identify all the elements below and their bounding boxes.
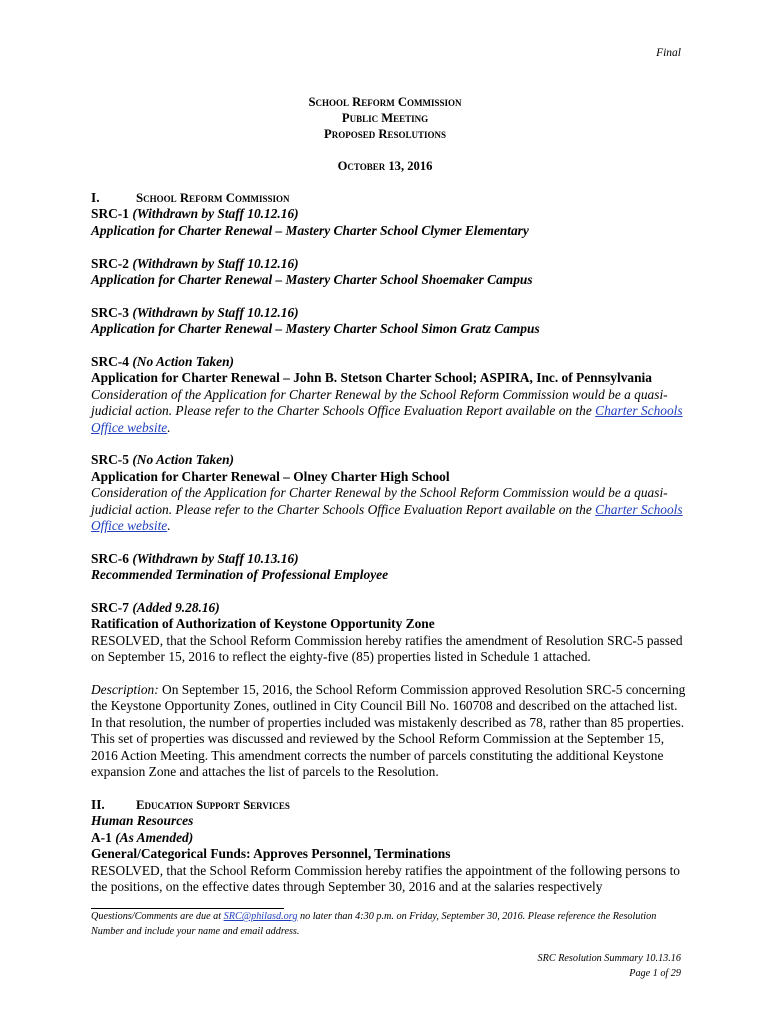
resolution-title: Application for Charter Renewal – Mastery Charter School Clymer Elementary	[91, 222, 529, 238]
resolution-title: Application for Charter Renewal – Mastery Charter School Shoemaker Campus	[91, 272, 533, 288]
resolution-src-4	[91, 354, 691, 436]
title-line: School Reform Commission	[308, 95, 462, 109]
description-label: Description:	[91, 682, 159, 698]
resolution-src-2	[91, 256, 691, 289]
resolution-id: SRC-1	[91, 206, 129, 222]
title-line: Proposed Resolutions	[324, 127, 446, 141]
resolution-status: (Added 9.28.16)	[132, 600, 220, 616]
section-title: Education Support Services	[136, 797, 290, 812]
resolution-description	[91, 682, 691, 780]
note-end: .	[167, 419, 171, 435]
resolution-title: Application for Charter Renewal – John B. Stetson Charter School; ASPIRA, Inc. of Pennsylvania	[91, 370, 652, 386]
resolution-src-6	[91, 551, 691, 584]
resolution-src-1	[91, 206, 691, 239]
resolution-src-5	[91, 452, 691, 534]
resolution-id: A-1	[91, 829, 112, 845]
document-body	[91, 190, 691, 895]
running-header: Final	[656, 47, 681, 59]
subsection-heading: Human Resources	[91, 813, 194, 829]
meeting-date: October 13, 2016	[337, 159, 433, 173]
resolution-src-7	[91, 600, 691, 780]
title-line: Public Meeting	[341, 111, 429, 125]
resolution-title: Ratification of Authorization of Keystone Opportunity Zone	[91, 616, 435, 632]
resolution-status: (As Amended)	[115, 829, 194, 845]
resolution-id: SRC-3	[91, 304, 129, 320]
footer-summary	[480, 952, 681, 981]
resolution-status: (Withdrawn by Staff 10.12.16)	[132, 304, 299, 320]
resolution-id: SRC-4	[91, 354, 129, 370]
resolution-status: (Withdrawn by Staff 10.13.16)	[132, 550, 299, 566]
footer-note-pre: Questions/Comments are due at	[91, 911, 224, 922]
resolution-id: SRC-2	[91, 255, 129, 271]
resolution-title: General/Categorical Funds: Approves Personnel, Terminations	[91, 846, 451, 862]
footer-divider	[91, 908, 284, 909]
note-end: .	[167, 518, 171, 534]
src-email-link[interactable]: SRC@philasd.org	[223, 911, 298, 922]
resolution-a-1	[91, 830, 691, 896]
resolution-src-3	[91, 305, 691, 338]
resolution-title: Application for Charter Renewal – Mastery Charter School Simon Gratz Campus	[91, 321, 540, 337]
footer-note-post: no later than 4:30 p.m. on Friday, September 30, 2016. Please reference the Resolution Number and include your name and email address.	[91, 911, 657, 937]
resolution-resolved-text: RESOLVED, that the School Reform Commission hereby ratifies the appointment of the following persons to the positions, on the effective dates through September 30, 2016 and at the salaries respectively	[91, 862, 680, 894]
page-number: Page 1 of 29	[629, 967, 681, 979]
resolution-title: Application for Charter Renewal – Olney Charter High School	[91, 468, 450, 484]
document-title	[0, 94, 770, 142]
note-text: Consideration of the Application for Charter Renewal by the School Reform Commission would be a quasi-judicial action. Please refer to the Charter Schools Office Evaluation Report available on the	[91, 485, 668, 517]
resolution-status: (Withdrawn by Staff 10.12.16)	[132, 255, 299, 271]
resolution-status: (No Action Taken)	[132, 452, 234, 468]
summary-label: SRC Resolution Summary 10.13.16	[537, 953, 681, 964]
resolution-note	[91, 485, 691, 534]
charter-schools-office-link[interactable]: Charter Schools Office website	[91, 501, 683, 534]
section-heading-2	[91, 797, 691, 813]
footer-note	[91, 910, 691, 939]
section-number: II.	[91, 796, 105, 812]
charter-schools-office-link[interactable]: Charter Schools Office website	[91, 403, 683, 435]
resolution-note	[91, 387, 691, 436]
resolution-id: SRC-7	[91, 600, 129, 616]
section-number: I.	[91, 190, 100, 205]
note-text: Consideration of the Application for Charter Renewal by the School Reform Commission would be a quasi-judicial action. Please refer to the Charter Schools Office Evaluation Report available on the	[91, 386, 668, 419]
resolution-id: SRC-5	[91, 452, 129, 468]
resolution-id: SRC-6	[91, 550, 129, 566]
section-heading-1	[91, 190, 691, 206]
section-title: School Reform Commission	[136, 191, 290, 205]
resolution-status: (No Action Taken)	[132, 354, 234, 370]
description-text: On September 15, 2016, the School Reform Commission approved Resolution SRC-5 concerning the Keystone Opportunity Zones, outlined in City Council Bill No. 160708 and described on the attached list. In that resolution, the number of properties included was mistakenly described as 78, rather than 85 properties. This set of properties was discussed and reviewed by the School Reform Commission at the September 15, 2016 Action Meeting. This amendment corrects the number of parcels constituting the additional Keystone expansion Zone and attaches the list of parcels to the Resolution.	[91, 682, 686, 780]
resolution-resolved-text: RESOLVED, that the School Reform Commission hereby ratifies the amendment of Resolution SRC-5 passed on September 15, 2016 to reflect the eighty-five (85) properties listed in Schedule 1 attached.	[91, 632, 683, 665]
resolution-status: (Withdrawn by Staff 10.12.16)	[132, 206, 299, 222]
resolution-title: Recommended Termination of Professional Employee	[91, 567, 389, 583]
